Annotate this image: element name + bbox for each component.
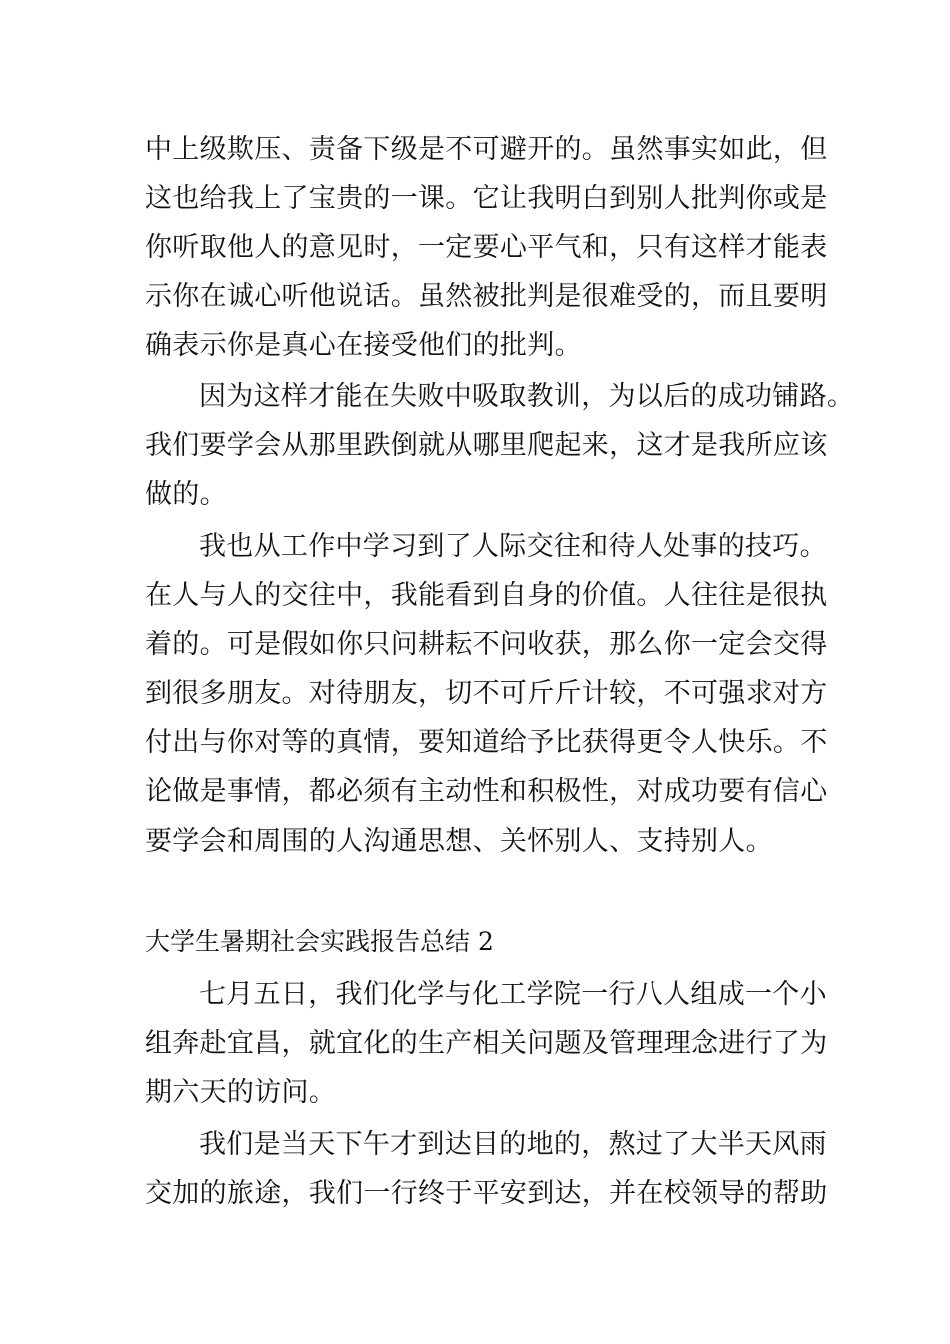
text-line: 我也从工作中学习到了人际交往和待人处事的技巧。 [199,531,827,562]
text-line: 你听取他人的意见时，一定要心平气和，只有这样才能表 [145,232,828,263]
text-line: 示你在诚心听他说话。虽然被批判是很难受的，而且要明 [145,281,828,312]
section-title: 大学生暑期社会实践报告总结 2 [145,927,494,956]
text-line: 因为这样才能在失败中吸取教训，为以后的成功铺路。 [199,381,855,412]
text-line: 中上级欺压、责备下级是不可避开的。虽然事实如此，但 [145,134,828,165]
text-line: 论做是事情，都必须有主动性和积极性，对成功要有信心 [145,776,828,807]
text-line: 在人与人的交往中，我能看到自身的价值。人往往是很执 [145,580,828,611]
text-line: 交加的旅途，我们一行终于平安到达，并在校领导的帮助 [145,1178,828,1209]
text-line: 付出与你对等的真情，要知道给予比获得更令人快乐。不 [145,727,828,758]
text-line: 组奔赴宜昌，就宜化的生产相关问题及管理理念进行了为 [145,1028,828,1059]
text-line: 做的。 [145,479,227,510]
text-line: 七月五日，我们化学与化工学院一行八人组成一个小 [199,979,827,1010]
text-line: 确表示你是真心在接受他们的批判。 [145,330,582,361]
text-line: 到很多朋友。对待朋友，切不可斤斤计较，不可强求对方 [145,678,828,709]
text-line: 着的。可是假如你只问耕耘不问收获，那么你一定会交得 [145,629,828,660]
text-line: 我们是当天下午才到达目的地的，熬过了大半天风雨 [199,1129,827,1160]
text-line: 期六天的访问。 [145,1077,337,1108]
text-line: 要学会和周围的人沟通思想、关怀别人、支持别人。 [145,826,773,857]
text-line: 我们要学会从那里跌倒就从哪里爬起来，这才是我所应该 [145,430,828,461]
text-line: 这也给我上了宝贵的一课。它让我明白到别人批判你或是 [145,183,828,214]
